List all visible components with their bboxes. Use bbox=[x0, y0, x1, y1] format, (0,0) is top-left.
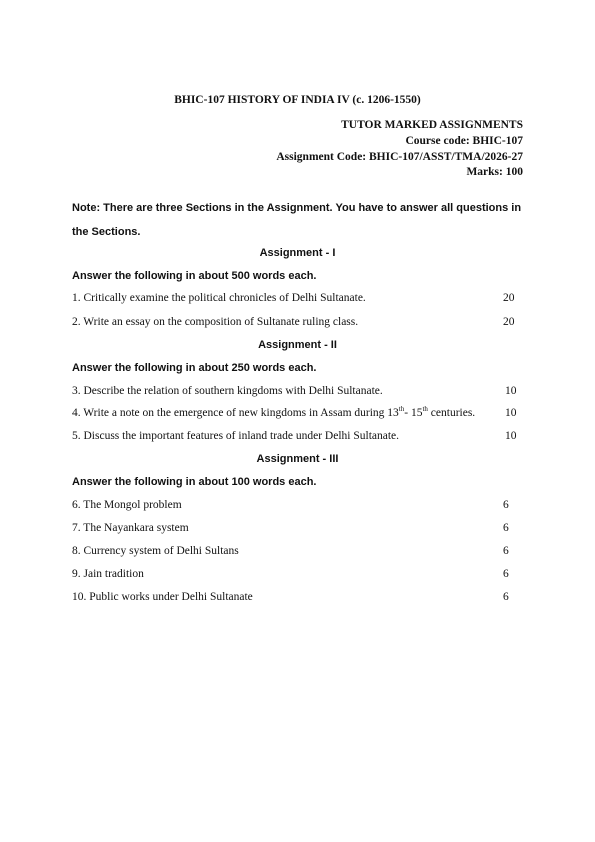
question-7-marks: 6 bbox=[503, 522, 509, 534]
question-2: 2. Write an essay on the composition of Sultanate ruling class. bbox=[72, 316, 359, 328]
question-2-marks: 20 bbox=[503, 316, 515, 328]
question-8-marks: 6 bbox=[503, 545, 509, 557]
section-title-2: Assignment - II bbox=[258, 339, 337, 351]
question-4-sup-1: th bbox=[398, 405, 405, 414]
question-3-marks: 10 bbox=[505, 385, 517, 397]
question-8: 8. Currency system of Delhi Sultans bbox=[72, 545, 239, 557]
question-5: 5. Discuss the important features of inland trade under Delhi Sultanate. bbox=[72, 430, 400, 442]
question-6-marks: 6 bbox=[503, 499, 509, 511]
question-4 bbox=[72, 407, 475, 419]
header-course-code: Course code: BHIC-107 bbox=[405, 135, 523, 147]
question-4-marks: 10 bbox=[505, 407, 517, 419]
section-title-1: Assignment - I bbox=[259, 247, 336, 259]
question-7: 7. The Nayankara system bbox=[72, 522, 189, 534]
question-3: 3. Describe the relation of southern kingdoms with Delhi Sultanate. bbox=[72, 385, 383, 397]
question-4-text-c: centuries. bbox=[427, 407, 476, 419]
section-instruction-1: Answer the following in about 500 words each. bbox=[72, 270, 317, 282]
header-assignment-code: Assignment Code: BHIC-107/ASST/TMA/2026-27 bbox=[276, 151, 523, 163]
section-instruction-2: Answer the following in about 250 words each. bbox=[72, 362, 317, 374]
question-6: 6. The Mongol problem bbox=[72, 499, 182, 511]
question-10-marks: 6 bbox=[503, 591, 509, 603]
question-5-marks: 10 bbox=[505, 430, 517, 442]
question-9: 9. Jain tradition bbox=[72, 568, 144, 580]
question-9-marks: 6 bbox=[503, 568, 509, 580]
question-4-text-b: - 15 bbox=[404, 407, 423, 419]
question-1-marks: 20 bbox=[503, 292, 515, 304]
header-marks: Marks: 100 bbox=[466, 166, 523, 178]
section-instruction-3: Answer the following in about 100 words each. bbox=[72, 476, 317, 488]
question-4-sup-2: th bbox=[422, 405, 428, 414]
header-tma: TUTOR MARKED ASSIGNMENTS bbox=[341, 119, 523, 131]
question-10: 10. Public works under Delhi Sultanate bbox=[72, 591, 253, 603]
note-text: Note: There are three Sections in the Assignment. You have to answer all questions in the Sections. bbox=[72, 202, 522, 238]
course-title: BHIC-107 HISTORY OF INDIA IV (c. 1206-1550) bbox=[174, 94, 421, 106]
section-title-3: Assignment - III bbox=[256, 453, 339, 465]
question-1: 1. Critically examine the political chronicles of Delhi Sultanate. bbox=[72, 292, 366, 304]
question-4-text-a: 4. Write a note on the emergence of new kingdoms in Assam during 13 bbox=[72, 407, 399, 419]
